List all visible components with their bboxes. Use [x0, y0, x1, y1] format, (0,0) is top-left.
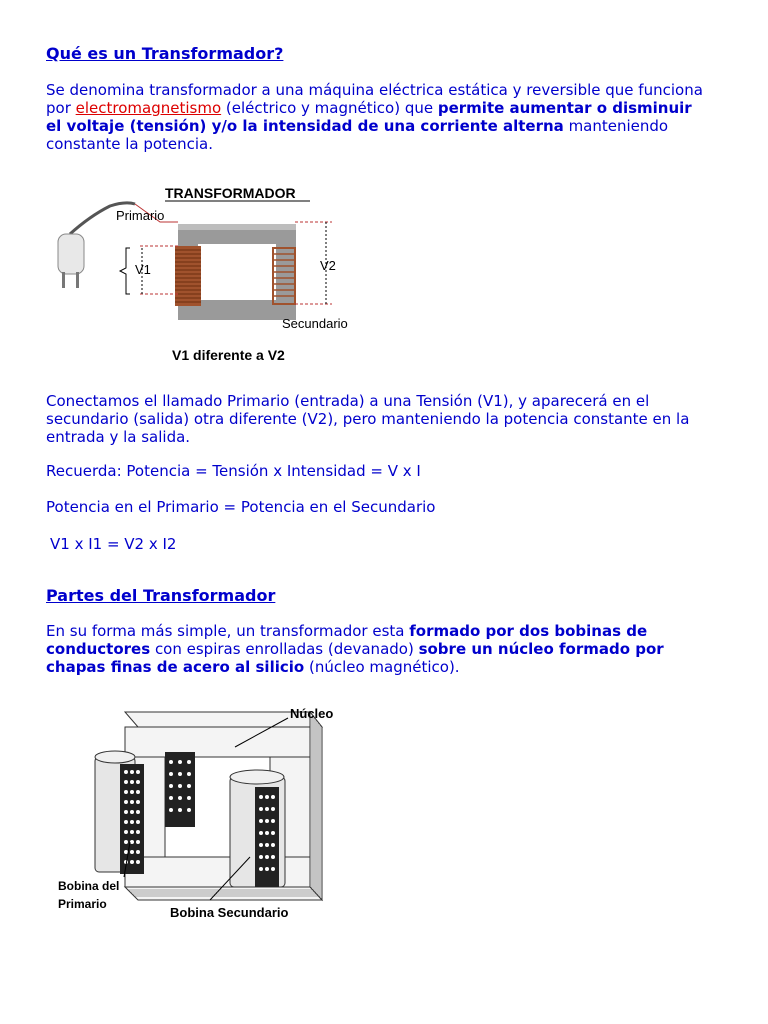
label-nucleo: Núcleo — [290, 706, 334, 721]
diagram-caption: V1 diferente a V2 — [172, 347, 285, 363]
power-formula-text: Recuerda: Potencia = Tensión x Intensidad = V x I — [46, 462, 421, 480]
transformer-diagram — [50, 176, 380, 368]
intro-bold-text: permite aumentar o disminuir el voltaje (tensión) y/o la intensidad de una corriente alterna — [46, 99, 692, 135]
parts-text-3: (núcleo magnético). — [304, 658, 460, 676]
parts-text-1: En su forma más simple, un transformador esta — [46, 622, 410, 640]
label-bobina-primario-1: Bobina del — [58, 879, 120, 893]
voltage-current-equation: V1 x I1 = V2 x I2 — [50, 535, 177, 553]
label-primario: Primario — [116, 208, 165, 223]
transformer-parts-diagram — [50, 692, 360, 924]
diagram-title: TRANSFORMADOR — [165, 185, 296, 201]
parts-bold-1: formado por dos bobinas de conductores — [46, 622, 648, 658]
intro-text-1: Se denomina transformador a una máquina eléctrica estática y reversible que funciona por — [46, 81, 703, 117]
label-secundario: Secundario — [282, 316, 348, 331]
laminated-core — [125, 712, 322, 900]
parts-paragraph — [46, 622, 716, 676]
primary-coil — [175, 246, 201, 306]
parts-bold-2: sobre un núcleo formado por chapas finas de acero al silicio — [46, 640, 664, 676]
label-v2: V2 — [320, 258, 336, 273]
label-bobina-primario-2: Primario — [58, 897, 107, 911]
intro-paragraph — [46, 81, 706, 153]
primary-secondary-paragraph: Conectamos el llamado Primario (entrada) a una Tensión (V1), y aparecerá en el secundario (salida) otra diferente (V2), pero manteniendo la potencia constante en la entrada y la salida. — [46, 392, 690, 446]
power-equality-text: Potencia en el Primario = Potencia en el Secundario — [46, 498, 436, 516]
label-bobina-secundario: Bobina Secundario — [170, 905, 289, 920]
intro-text-3: manteniendo constante la potencia. — [46, 117, 669, 153]
section-heading-partes[interactable]: Partes del Transformador — [46, 586, 276, 605]
electromagnetismo-link[interactable]: electromagnetismo — [75, 99, 222, 117]
section-heading-transformador[interactable]: Qué es un Transformador? — [46, 44, 284, 63]
parts-text-2: con espiras enrolladas (devanado) — [150, 640, 419, 658]
intro-text-2: (eléctrico y magnético) que — [221, 99, 438, 117]
label-v1: V1 — [135, 262, 151, 277]
